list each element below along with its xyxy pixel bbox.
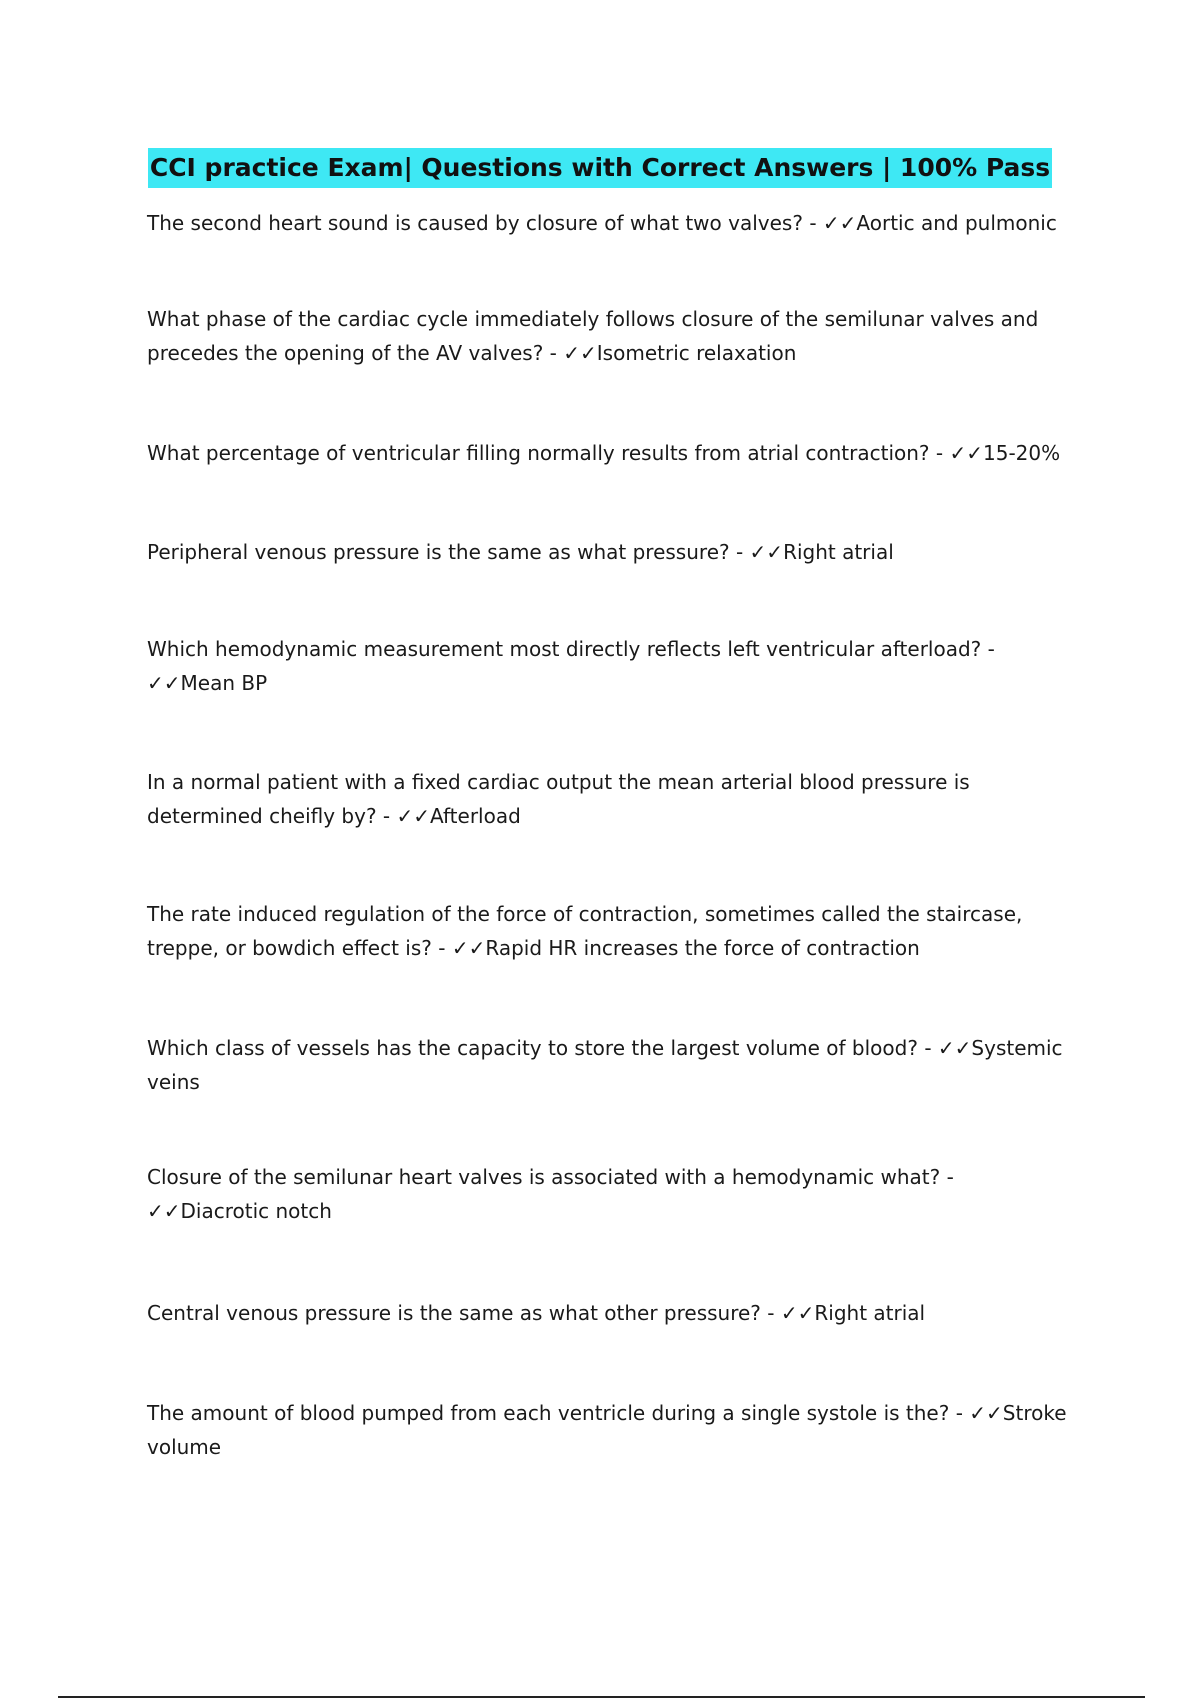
answer-separator: - ✓✓ (729, 540, 784, 564)
answer-text: Stroke volume (147, 1401, 1067, 1459)
answer-text: Systemic veins (147, 1036, 1063, 1094)
qa-item (147, 1296, 1067, 1330)
question-text: What phase of the cardiac cycle immediately follows closure of the semilunar valves and precedes the opening of the AV valves? (147, 307, 1039, 365)
answer-text: Isometric relaxation (596, 341, 797, 365)
answer-text: Diacrotic notch (180, 1199, 332, 1223)
qa-item (147, 436, 1067, 470)
question-text: Which class of vessels has the capacity to store the largest volume of blood? (147, 1036, 918, 1060)
answer-text: Aortic and pulmonic (856, 211, 1057, 235)
qa-item (147, 1031, 1067, 1099)
question-text: The second heart sound is caused by closure of what two valves? (147, 211, 803, 235)
question-text: Central venous pressure is the same as what other pressure? (147, 1301, 761, 1325)
qa-item (147, 302, 1067, 370)
answer-separator: - ✓✓ (147, 637, 995, 695)
question-text: Closure of the semilunar heart valves is associated with a hemodynamic what? (147, 1165, 941, 1189)
answer-separator: - ✓✓ (431, 936, 486, 960)
qa-item (147, 765, 1067, 833)
question-text: The amount of blood pumped from each ventricle during a single systole is the? (147, 1401, 950, 1425)
answer-separator: - ✓✓ (760, 1301, 815, 1325)
qa-item (147, 535, 1067, 569)
question-text: What percentage of ventricular filling normally results from atrial contraction? (147, 441, 930, 465)
qa-item (147, 206, 1067, 240)
qa-item (147, 632, 1067, 700)
answer-separator: - ✓✓ (376, 804, 431, 828)
answer-text: Rapid HR increases the force of contraction (485, 936, 920, 960)
question-text: Peripheral venous pressure is the same as what pressure? (147, 540, 730, 564)
answer-separator: - ✓✓ (929, 441, 983, 465)
answer-separator: - ✓✓ (802, 211, 857, 235)
question-text: The rate induced regulation of the force of contraction, sometimes called the staircase, treppe, or bowdich effect is? (147, 902, 1023, 960)
answer-text: Right atrial (783, 540, 894, 564)
answer-text: Right atrial (814, 1301, 926, 1325)
footer-divider (58, 1696, 1145, 1698)
question-text: Which hemodynamic measurement most directly reflects left ventricular afterload? (147, 637, 982, 661)
answer-separator: - ✓✓ (543, 341, 597, 365)
answer-separator: - ✓✓ (949, 1401, 1003, 1425)
qa-item (147, 897, 1067, 965)
qa-item (147, 1160, 1067, 1228)
answer-separator: - ✓✓ (147, 1165, 954, 1223)
page-title: CCI practice Exam| Questions with Correct Answers | 100% Pass (148, 148, 1052, 188)
answer-text: Afterload (430, 804, 521, 828)
answer-text: 15-20% (983, 441, 1061, 465)
answer-text: Mean BP (180, 671, 268, 695)
answer-separator: - ✓✓ (917, 1036, 972, 1060)
qa-item (147, 1396, 1067, 1464)
question-text: In a normal patient with a fixed cardiac output the mean arterial blood pressure is determined cheifly by? (147, 770, 970, 828)
title-container (0, 148, 1200, 188)
